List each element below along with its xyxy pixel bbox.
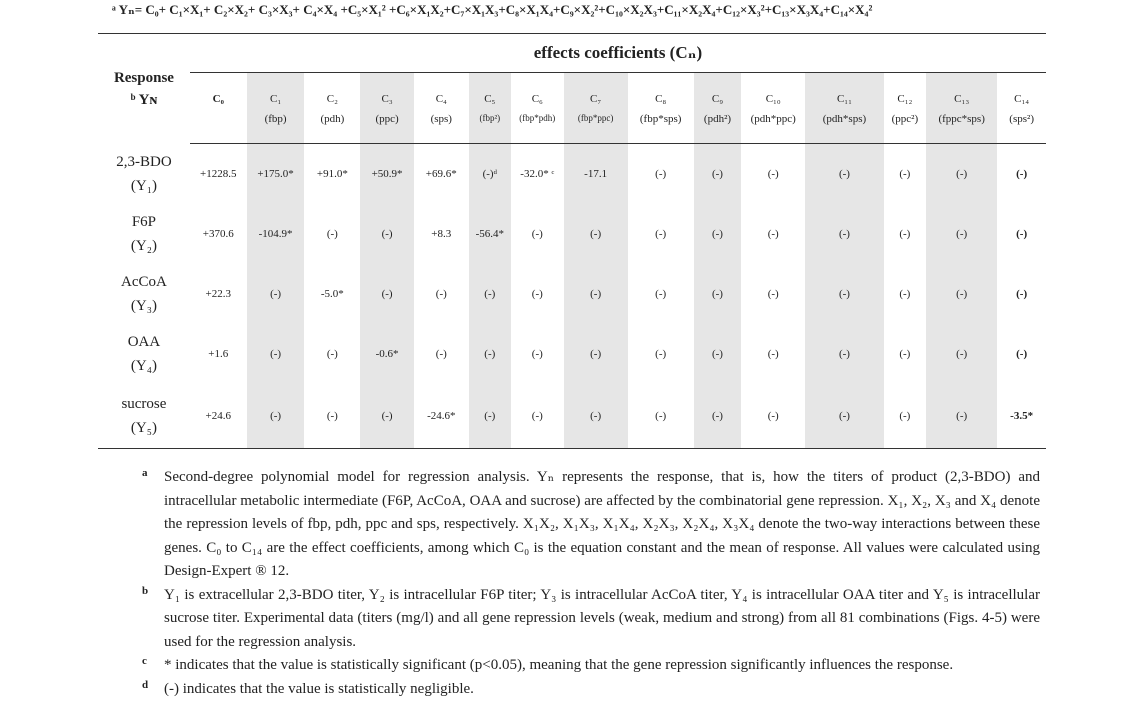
coefficient-value: -3.5* xyxy=(997,384,1046,449)
coefficient-value: (-) xyxy=(531,228,543,240)
coefficient-value: (-) xyxy=(564,204,628,264)
coefficient-value: -32.0* ᶜ xyxy=(520,168,555,180)
coefficient-value: +69.6* xyxy=(425,168,457,180)
coefficient-value: (-) xyxy=(694,324,742,384)
effects-coefficients-header: effects coefficients (Cₙ) xyxy=(190,34,1046,73)
footnote-b xyxy=(142,584,1040,655)
coef-desc: (sps²) xyxy=(997,109,1046,144)
coefficient-value: (-) xyxy=(805,204,883,264)
coefficient-value: (-) xyxy=(1016,228,1028,240)
response-cell xyxy=(98,324,190,384)
coefficient-value: (-) xyxy=(767,228,779,240)
coefficient-value: (-) xyxy=(360,264,414,324)
coefficient-value: (-) xyxy=(247,324,305,384)
coef-desc: (fbp²) xyxy=(469,109,511,144)
coef-desc: (pdh²) xyxy=(694,109,742,144)
coefficient-value: (-) xyxy=(694,144,742,205)
coefficient-value: (-) xyxy=(899,168,911,180)
coefficient-value: (-) xyxy=(564,324,628,384)
coef-name: C₁₄ xyxy=(1014,93,1030,105)
coefficient-value: -17.1 xyxy=(564,144,628,205)
footnote-mark: c xyxy=(142,655,147,667)
footnote-c xyxy=(142,654,1040,678)
coefficient-value: (-) xyxy=(247,264,305,324)
coefficient-value: (-) xyxy=(655,288,667,300)
coefficient-value: -24.6* xyxy=(414,384,469,449)
coefficient-value: +1228.5 xyxy=(200,168,237,180)
coefficient-value: (-) xyxy=(564,384,628,449)
coef-desc: (pdh) xyxy=(304,109,360,144)
coef-name: C₁ xyxy=(247,73,305,110)
coefficient-value: (-) xyxy=(469,264,511,324)
coefficient-value: -5.0* xyxy=(320,288,344,300)
coefficient-value: (-) xyxy=(694,264,742,324)
table-row xyxy=(98,204,1046,264)
coefficient-value: (-) xyxy=(741,384,805,449)
coefficient-value: (-) xyxy=(247,384,305,449)
response-name: F6P xyxy=(131,214,157,230)
coefficient-value: (-) xyxy=(628,384,694,449)
coefficients-table xyxy=(98,33,1046,449)
response-cell xyxy=(98,264,190,324)
footnote-mark: d xyxy=(142,678,149,691)
table-row xyxy=(98,324,1046,384)
coefficient-value: (-) xyxy=(435,288,447,300)
table-row xyxy=(98,144,1046,205)
coefficient-value: (-) xyxy=(767,348,779,360)
coefficient-value: -0.6* xyxy=(360,324,414,384)
footnotes xyxy=(142,466,1040,701)
coef-name: C₁₁ xyxy=(805,73,883,110)
coef-name: C₃ xyxy=(360,73,414,110)
coefficient-value: (-) xyxy=(655,348,667,360)
coef-desc: (ppc²) xyxy=(884,109,926,144)
table-row xyxy=(98,384,1046,449)
response-name: 2,3-BDO xyxy=(116,153,172,170)
coefficient-value: (-) xyxy=(767,288,779,300)
coef-name: C₁₃ xyxy=(926,73,997,110)
regression-equation: ᵃ Yₙ= C₀+ C₁×X₁+ C₂×X₂+ C₃×X₃+ C₄×X₄ +C₅×X₁² +C₆×X₁X₂+C₇×X₁X₃+C₈×X₁X₄+C₉×X₂²+C₁₀×X₂X₃+C₁₁×X₂X₄+C₁₂×X₃²+C₁₃×X₃X₄+C₁₄×X₄² xyxy=(112,2,873,17)
response-symbol: (Y₅) xyxy=(130,420,157,436)
footnote-text: Second-degree polynomial model for regression analysis. Yₙ represents the response, that is, how the titers of product (2,3-BDO) and intracellular metabolic intermediate (F6P, AcCoA, OAA and sucrose) are affected by the combinatorial gene repression. X₁, X₂, X₃ and X₄ denote the repression levels of fbp, pdh, ppc and sps, respectively. X₁X₂, X₁X₃, X₁X₄, X₂X₃, X₂X₄, X₃X₄ denote the two-way interactions between these genes. C₀ to C₁₄ are the effect coefficients, among which C₀ is the equation constant and the mean of response. All values were calculated using Design-Expert ® 12. xyxy=(164,469,1040,579)
coefficient-value: (-) xyxy=(926,384,997,449)
footnote-d xyxy=(142,678,1040,702)
coefficient-value: +24.6 xyxy=(190,384,247,449)
coefficient-value: (-) xyxy=(360,204,414,264)
coefficient-value: (-) xyxy=(1016,348,1028,360)
coefficient-value: (-) xyxy=(1016,288,1028,300)
response-cell xyxy=(98,384,190,449)
coefficient-value: (-) xyxy=(926,204,997,264)
coef-desc: (fbp*ppc) xyxy=(564,109,628,144)
coef-name: C₉ xyxy=(694,73,742,110)
footnote-text: Y₁ is extracellular 2,3-BDO titer, Y₂ is intracellular F6P titer; Y₃ is intracellular AcCoA titer, Y₄ is intracellular OAA titer and Y₅ is intracellular sucrose titer. Experimental data (titers (mg/l) and all gene repression levels (weak, medium and strong) from all 81 combinations (Figs. 4-5) were used for the regression analysis. xyxy=(164,586,1040,650)
coefficient-value: (-) xyxy=(531,288,543,300)
coefficient-value: (-) xyxy=(304,384,360,449)
coefficient-value: (-) xyxy=(564,264,628,324)
coefficient-value: (-) xyxy=(360,384,414,449)
coefficient-value: (-) xyxy=(899,348,911,360)
footnote-mark: b xyxy=(142,584,149,597)
coef-desc: (fbp*pdh) xyxy=(511,109,564,144)
coefficient-value: (-) xyxy=(805,144,883,205)
coefficient-value: (-) xyxy=(435,348,447,360)
coefficient-value: (-) xyxy=(694,204,742,264)
response-symbol: (Y₁) xyxy=(130,177,157,194)
table-row xyxy=(98,264,1046,324)
coefficient-value: (-)ᵈ xyxy=(469,144,511,205)
coef-name: C₈ xyxy=(655,93,667,105)
coefficient-value: +22.3 xyxy=(205,288,232,300)
coefficient-value: (-) xyxy=(805,324,883,384)
coefficient-value: (-) xyxy=(899,288,911,300)
coef-name: C₁₀ xyxy=(765,93,781,105)
coefficient-value: (-) xyxy=(469,384,511,449)
coef-name: C₇ xyxy=(564,73,628,110)
coefficient-value: (-) xyxy=(531,348,543,360)
coef-desc: (fbp) xyxy=(247,109,305,144)
coefficient-value: (-) xyxy=(326,348,338,360)
coefficient-value: -104.9* xyxy=(247,204,305,264)
coefficient-value: (-) xyxy=(926,324,997,384)
coef-desc: (pdh*ppc) xyxy=(741,109,805,144)
coefficient-value: (-) xyxy=(511,384,564,449)
footnote-mark: a xyxy=(142,467,148,479)
coefficient-value: (-) xyxy=(655,228,667,240)
coef-name: C₁₂ xyxy=(897,93,913,105)
response-symbol: (Y₂) xyxy=(130,238,157,254)
response-name: AcCoA xyxy=(121,274,167,290)
response-symbol: (Y₄) xyxy=(130,358,157,374)
response-symbol: (Y₃) xyxy=(130,298,157,314)
coef-name: C₅ xyxy=(469,73,511,110)
response-cell xyxy=(98,204,190,264)
coef-desc: (pdh*sps) xyxy=(805,109,883,144)
coefficient-value: +175.0* xyxy=(247,144,305,205)
coefficient-value: +8.3 xyxy=(431,228,452,240)
footnote-a xyxy=(142,466,1040,584)
coefficient-value: (-) xyxy=(805,384,883,449)
coefficient-value: (-) xyxy=(469,324,511,384)
coef-desc: (fppc*sps) xyxy=(926,109,997,144)
coefficient-value: +91.0* xyxy=(316,168,348,180)
coef-name: C₀ xyxy=(212,93,224,105)
response-name: OAA xyxy=(127,334,161,350)
response-cell xyxy=(98,144,190,205)
coefficient-value: (-) xyxy=(694,384,742,449)
coefficient-value: (-) xyxy=(1016,168,1028,180)
coef-name: C₄ xyxy=(435,93,447,105)
coef-desc xyxy=(190,109,247,144)
coefficient-value: (-) xyxy=(899,228,911,240)
response-name: sucrose xyxy=(121,396,167,412)
coef-desc: (sps) xyxy=(414,109,469,144)
coefficient-value: (-) xyxy=(655,168,667,180)
response-header: Response ᵇ Yɴ xyxy=(113,69,174,108)
footnote-text: (-) indicates that the value is statistically negligible. xyxy=(164,680,474,697)
coefficient-value: (-) xyxy=(926,264,997,324)
coefficient-value: +1.6 xyxy=(208,348,229,360)
coef-desc: (fbp*sps) xyxy=(628,109,694,144)
footnote-text: * indicates that the value is statistically significant (p<0.05), meaning that the gene repression significantly influences the response. xyxy=(164,657,954,673)
coefficient-value: +370.6 xyxy=(202,228,234,240)
coefficient-value: +50.9* xyxy=(360,144,414,205)
coefficient-value: (-) xyxy=(326,228,338,240)
coef-desc: (ppc) xyxy=(360,109,414,144)
coefficient-value: (-) xyxy=(884,384,926,449)
coefficient-value: -56.4* xyxy=(469,204,511,264)
coefficient-value: (-) xyxy=(767,168,779,180)
coefficient-value: (-) xyxy=(805,264,883,324)
coefficient-value: (-) xyxy=(926,144,997,205)
coef-name: C₆ xyxy=(531,93,543,105)
coef-name: C₂ xyxy=(326,93,338,105)
